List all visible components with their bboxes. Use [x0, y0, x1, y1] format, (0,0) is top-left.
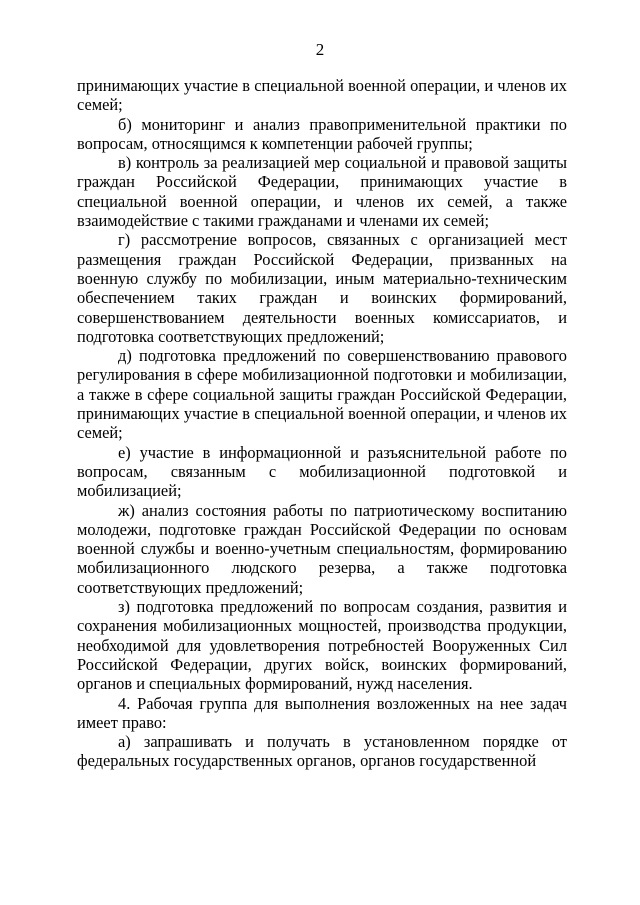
- paragraph-item-v: в) контроль за реализацией мер социальной и правовой защиты граждан Российской Федерации, принимающих участие в специальной военной операции, и членов их семей, а также взаимодействие с такими гражданами и членами их семей;: [77, 153, 567, 231]
- paragraph-section-4: 4. Рабочая группа для выполнения возложенных на нее задач имеет право:: [77, 693, 567, 732]
- paragraph-item-z: з) подготовка предложений по вопросам создания, развития и сохранения мобилизационных мощностей, производства продукции, необходимой для удовлетворения потребностей Вооруженных Сил Российской Федерации, других войск, воинских формирований, органов и специальных формирований, нужд населения.: [77, 597, 567, 694]
- paragraph-item-e: е) участие в информационной и разъяснительной работе по вопросам, связанным с мобилизационной подготовкой и мобилизацией;: [77, 442, 567, 501]
- paragraph-continuation: принимающих участие в специальной военной операции, и членов их семей;: [77, 76, 567, 115]
- paragraph-item-a: а) запрашивать и получать в установленном порядке от федеральных государственных органов, органов государственной: [77, 732, 567, 771]
- paragraph-item-d: д) подготовка предложений по совершенствованию правового регулирования в сфере мобилизационной подготовки и мобилизации, а также в сфере социальной защиты граждан Российской Федерации, принимающих участие в специальной военной операции, и членов их семей;: [77, 346, 567, 443]
- document-body: [77, 76, 567, 771]
- paragraph-item-zh: ж) анализ состояния работы по патриотическому воспитанию молодежи, подготовке граждан Российской Федерации по основам военной службы и военно-учетным специальностям, формированию мобилизационного людского резерва, а также подготовка соответствующих предложений;: [77, 500, 567, 597]
- paragraph-item-g: г) рассмотрение вопросов, связанных с организацией мест размещения граждан Российской Федерации, призванных на военную службу по мобилизации, иным материально-техническим обеспечением таких граждан и воинских формирований, совершенствованием деятельности военных комиссариатов, и подготовка соответствующих предложений;: [77, 230, 567, 346]
- paragraph-item-b: б) мониторинг и анализ правоприменительной практики по вопросам, относящимся к компетенции рабочей группы;: [77, 114, 567, 153]
- page-number: 2: [315, 40, 325, 59]
